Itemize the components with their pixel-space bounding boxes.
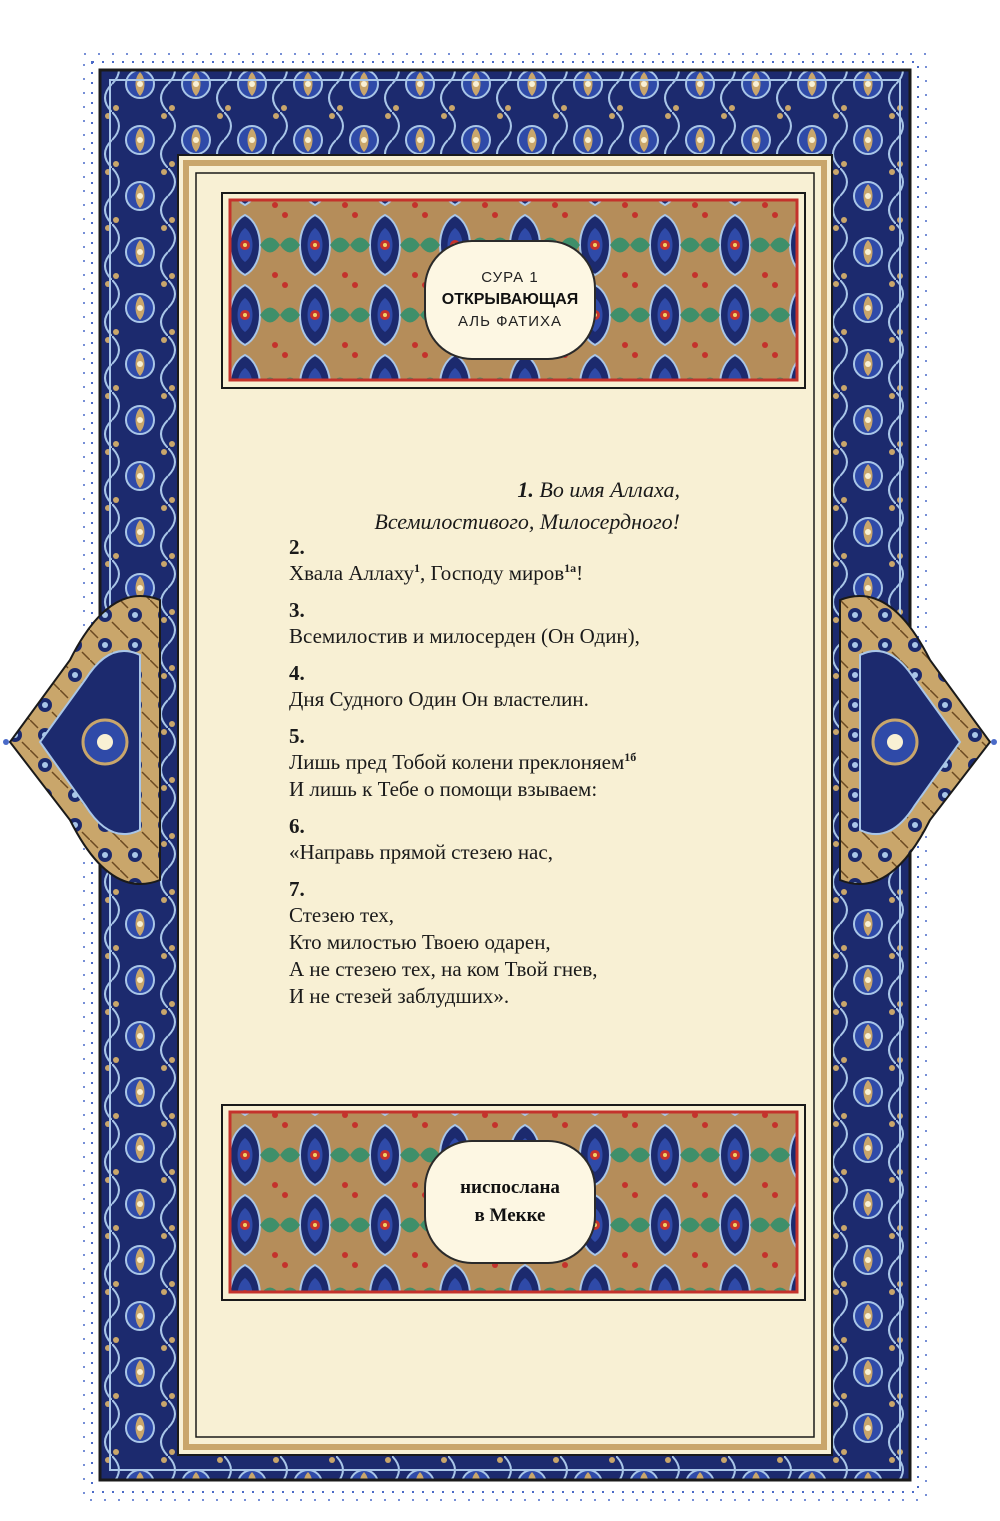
sura-label: СУРА 1: [481, 269, 539, 286]
verse-5: [289, 723, 719, 803]
verses-list: [289, 534, 719, 1020]
basmala-number: 1.: [517, 477, 534, 502]
verse-line: Стезею тех,: [289, 903, 395, 927]
footnote-ref: 1б: [624, 750, 637, 764]
verse-3: [289, 597, 719, 650]
verse-line: Всемилостив и милосерден (Он Один),: [289, 624, 640, 648]
verse-number: 5.: [289, 724, 305, 748]
verse-2: [289, 534, 719, 587]
revelation-place-cartouche: [424, 1140, 596, 1264]
verse-line: И лишь к Тебе о помощи взываем:: [289, 777, 598, 801]
revelation-line-1: ниспослана: [460, 1177, 560, 1198]
basmala-line-1: 1. Во имя Аллаха,: [517, 477, 680, 502]
verse-line: Дня Судного Один Он властелин.: [289, 687, 589, 711]
sura-subtitle: АЛЬ ФАТИХА: [457, 313, 563, 330]
verse-line: Хвала Аллаху$^1$, Господу миров$^{1а}$!: [289, 561, 584, 585]
footnote-ref: 1а: [564, 561, 577, 575]
verse-line: Кто милостью Твоею одарен,: [289, 930, 551, 954]
basmala: [250, 474, 680, 538]
verse-7: [289, 876, 719, 1010]
verse-line: А не стезею тех, на ком Твой гнев,: [289, 957, 598, 981]
verse-number: 4.: [289, 661, 305, 685]
verse-number: 7.: [289, 877, 305, 901]
verse-number: 6.: [289, 814, 305, 838]
revelation-line-2: в Мекке: [474, 1205, 546, 1226]
sura-title-cartouche: [424, 240, 596, 360]
sura-title: ОТКРЫВАЮЩАЯ: [441, 291, 579, 308]
basmala-line-2: Всемилостивого, Милосердного!: [374, 509, 680, 534]
footnote-ref: 1: [414, 561, 421, 575]
verse-6: [289, 813, 719, 866]
verse-line: И не стезей заблудших».: [289, 984, 510, 1008]
verse-line: Лишь пред Тобой колени преклоняем$^{1б}$: [289, 750, 637, 774]
verse-4: [289, 660, 719, 713]
verse-number: 3.: [289, 598, 305, 622]
left-medallion: [3, 596, 160, 884]
verse-number: 2.: [289, 535, 305, 559]
verse-line: «Направь прямой стезею нас,: [289, 840, 553, 864]
right-medallion: [840, 596, 997, 884]
